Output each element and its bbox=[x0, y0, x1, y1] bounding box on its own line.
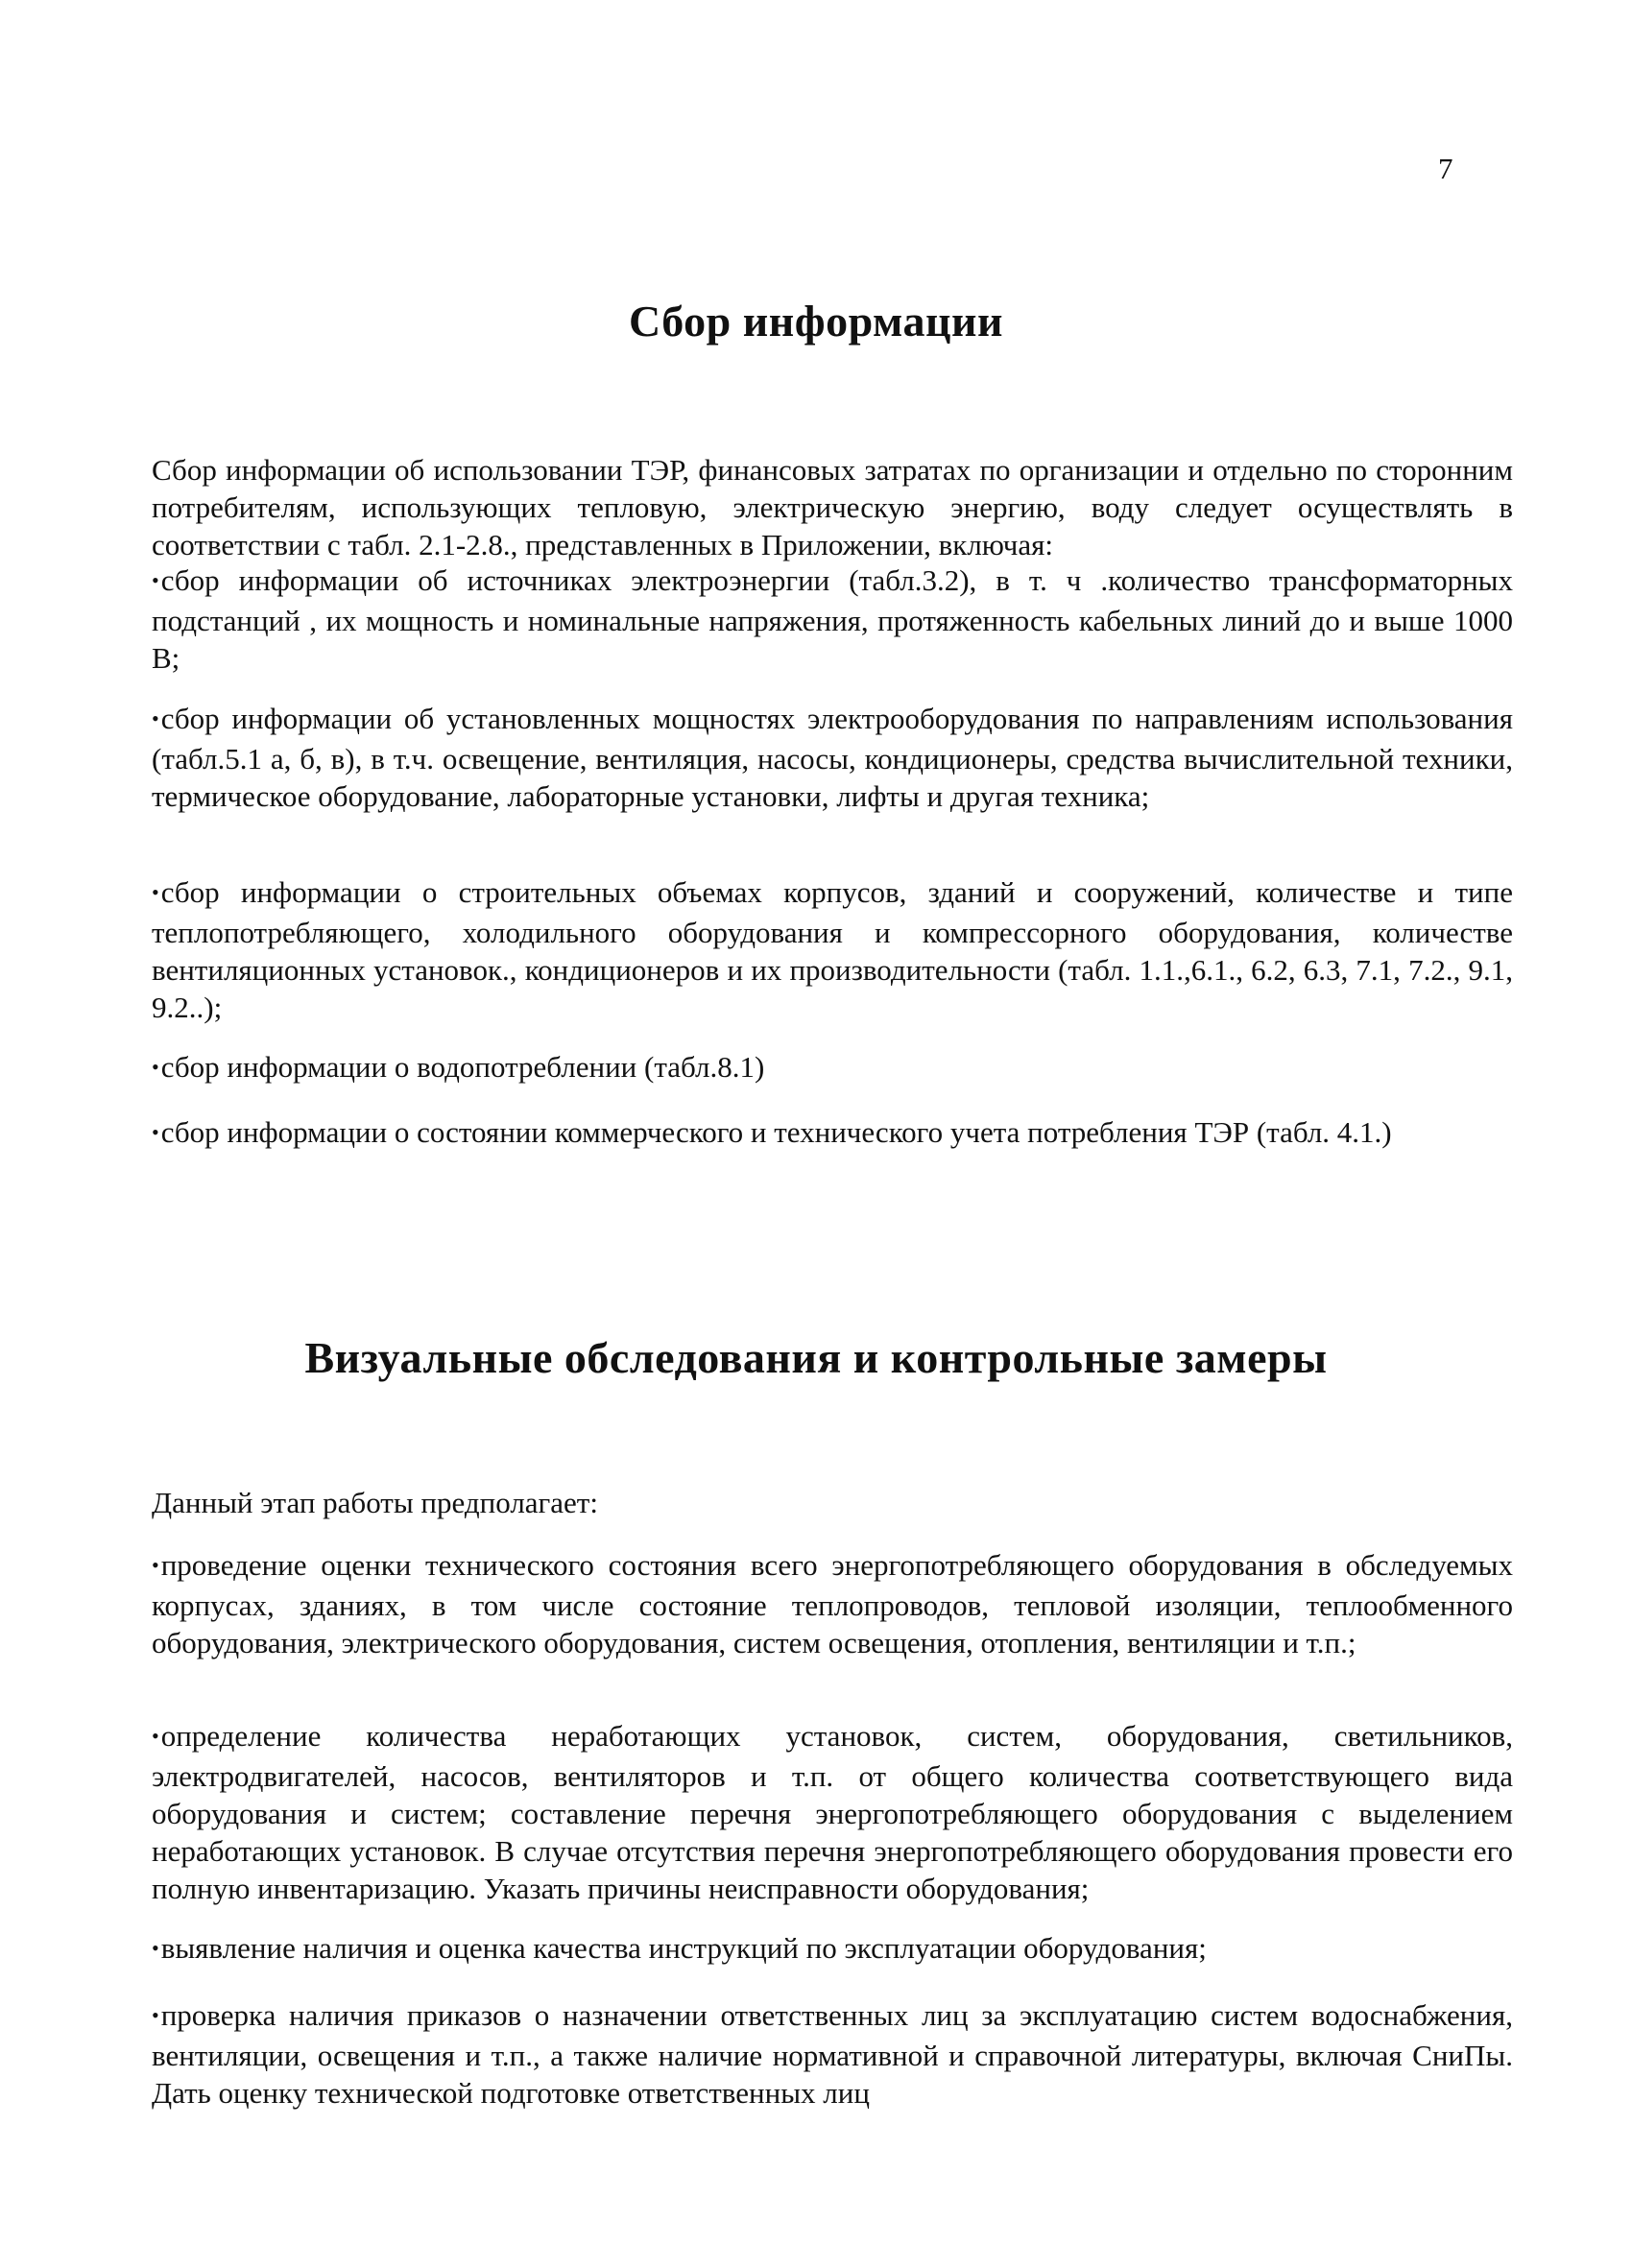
section2-bullet-2 bbox=[152, 1717, 1513, 1907]
bullet-text: сбор информации об установленных мощностях электрооборудования по направлениям использования (табл.5.1 а, б, в), в т.ч. освещение, вентиляция, насосы, кондиционеры, средства вычислительной техники, термическое оборудование, лабораторные установки, лифты и другая техника; bbox=[152, 702, 1513, 813]
section2-intro: Данный этап работы предполагает: bbox=[152, 1486, 598, 1519]
section1-bullet-3 bbox=[152, 873, 1513, 1026]
bullet-text: сбор информации об источниках электроэнергии (табл.3.2), в т. ч .количество трансформаторных подстанций , их мощность и номинальные напряжения, протяженность кабельных линий до и выше 1000 В; bbox=[152, 563, 1513, 675]
bullet-icon: • bbox=[152, 2003, 159, 2027]
bullet-icon: • bbox=[152, 880, 159, 904]
bullet-icon: • bbox=[152, 1724, 159, 1748]
section1-bullet-4 bbox=[152, 1048, 1513, 1088]
bullet-icon: • bbox=[152, 1936, 159, 1960]
section1-bullet-2 bbox=[152, 700, 1513, 815]
bullet-text: выявление наличия и оценка качества инструкций по эксплуатации оборудования; bbox=[160, 1931, 1207, 1965]
bullet-icon: • bbox=[152, 1055, 159, 1079]
bullet-icon: • bbox=[152, 1553, 159, 1577]
section2-bullet-3 bbox=[152, 1929, 1513, 1970]
section1-bullet-1 bbox=[152, 561, 1513, 677]
bullet-icon: • bbox=[152, 568, 159, 592]
bullet-icon: • bbox=[152, 706, 159, 730]
section1-bullet-5 bbox=[152, 1113, 1513, 1154]
bullet-icon: • bbox=[152, 1120, 159, 1144]
section2-bullet-1 bbox=[152, 1546, 1513, 1661]
bullet-text: сбор информации о водопотреблении (табл.8.1) bbox=[160, 1050, 765, 1084]
page-number: 7 bbox=[1438, 152, 1453, 185]
bullet-text: проведение оценки технического состояния всего энергопотребляющего оборудования в обследуемых корпусах, зданиях, в том числе состояние теплопроводов, тепловой изоляции, теплообменного оборудования, электрического оборудования, систем освещения, отопления, вентиляции и т.п.; bbox=[152, 1548, 1513, 1659]
section1-intro: Сбор информации об использовании ТЭР, финансовых затратах по организации и отдельно по сторонним потребителям, использующих тепловую, электрическую энергию, воду следует осуществлять в соответствии с табл. 2.1-2.8., представленных в Приложении, включая: bbox=[152, 453, 1513, 561]
section-title-visual-inspections: Визуальные обследования и контрольные замеры bbox=[304, 1333, 1328, 1382]
bullet-text: определение количества неработающих установок, систем, оборудования, светильников, электродвигателей, насосов, вентиляторов и т.п. от общего количества соответствующего вида оборудования и систем; составление перечня энергопотребляющего оборудования с выделением неработающих установок. В случае отсутствия перечня энергопотребляющего оборудования провести его полную инвентаризацию. Указать причины неисправности оборудования; bbox=[152, 1719, 1513, 1905]
bullet-text: сбор информации о состоянии коммерческого и технического учета потребления ТЭР (табл. 4.1.) bbox=[160, 1115, 1392, 1149]
section2-bullet-4 bbox=[152, 1996, 1513, 2112]
section-title-data-collection: Сбор информации bbox=[628, 297, 1003, 346]
bullet-text: сбор информации о строительных объемах корпусов, зданий и сооружений, количестве и типе теплопотребляющего, холодильного оборудования и компрессорного оборудования, количестве вентиляционных установок., кондиционеров и их производительности (табл. 1.1.,6.1., 6.2, 6.3, 7.1, 7.2., 9.1, 9.2..); bbox=[152, 875, 1513, 1024]
bullet-text: проверка наличия приказов о назначении ответственных лиц за эксплуатацию систем водоснабжения, вентиляции, освещения и т.п., а также наличие нормативной и справочной литературы, включая СниПы. Дать оценку технической подготовке ответственных лиц bbox=[152, 1998, 1513, 2110]
